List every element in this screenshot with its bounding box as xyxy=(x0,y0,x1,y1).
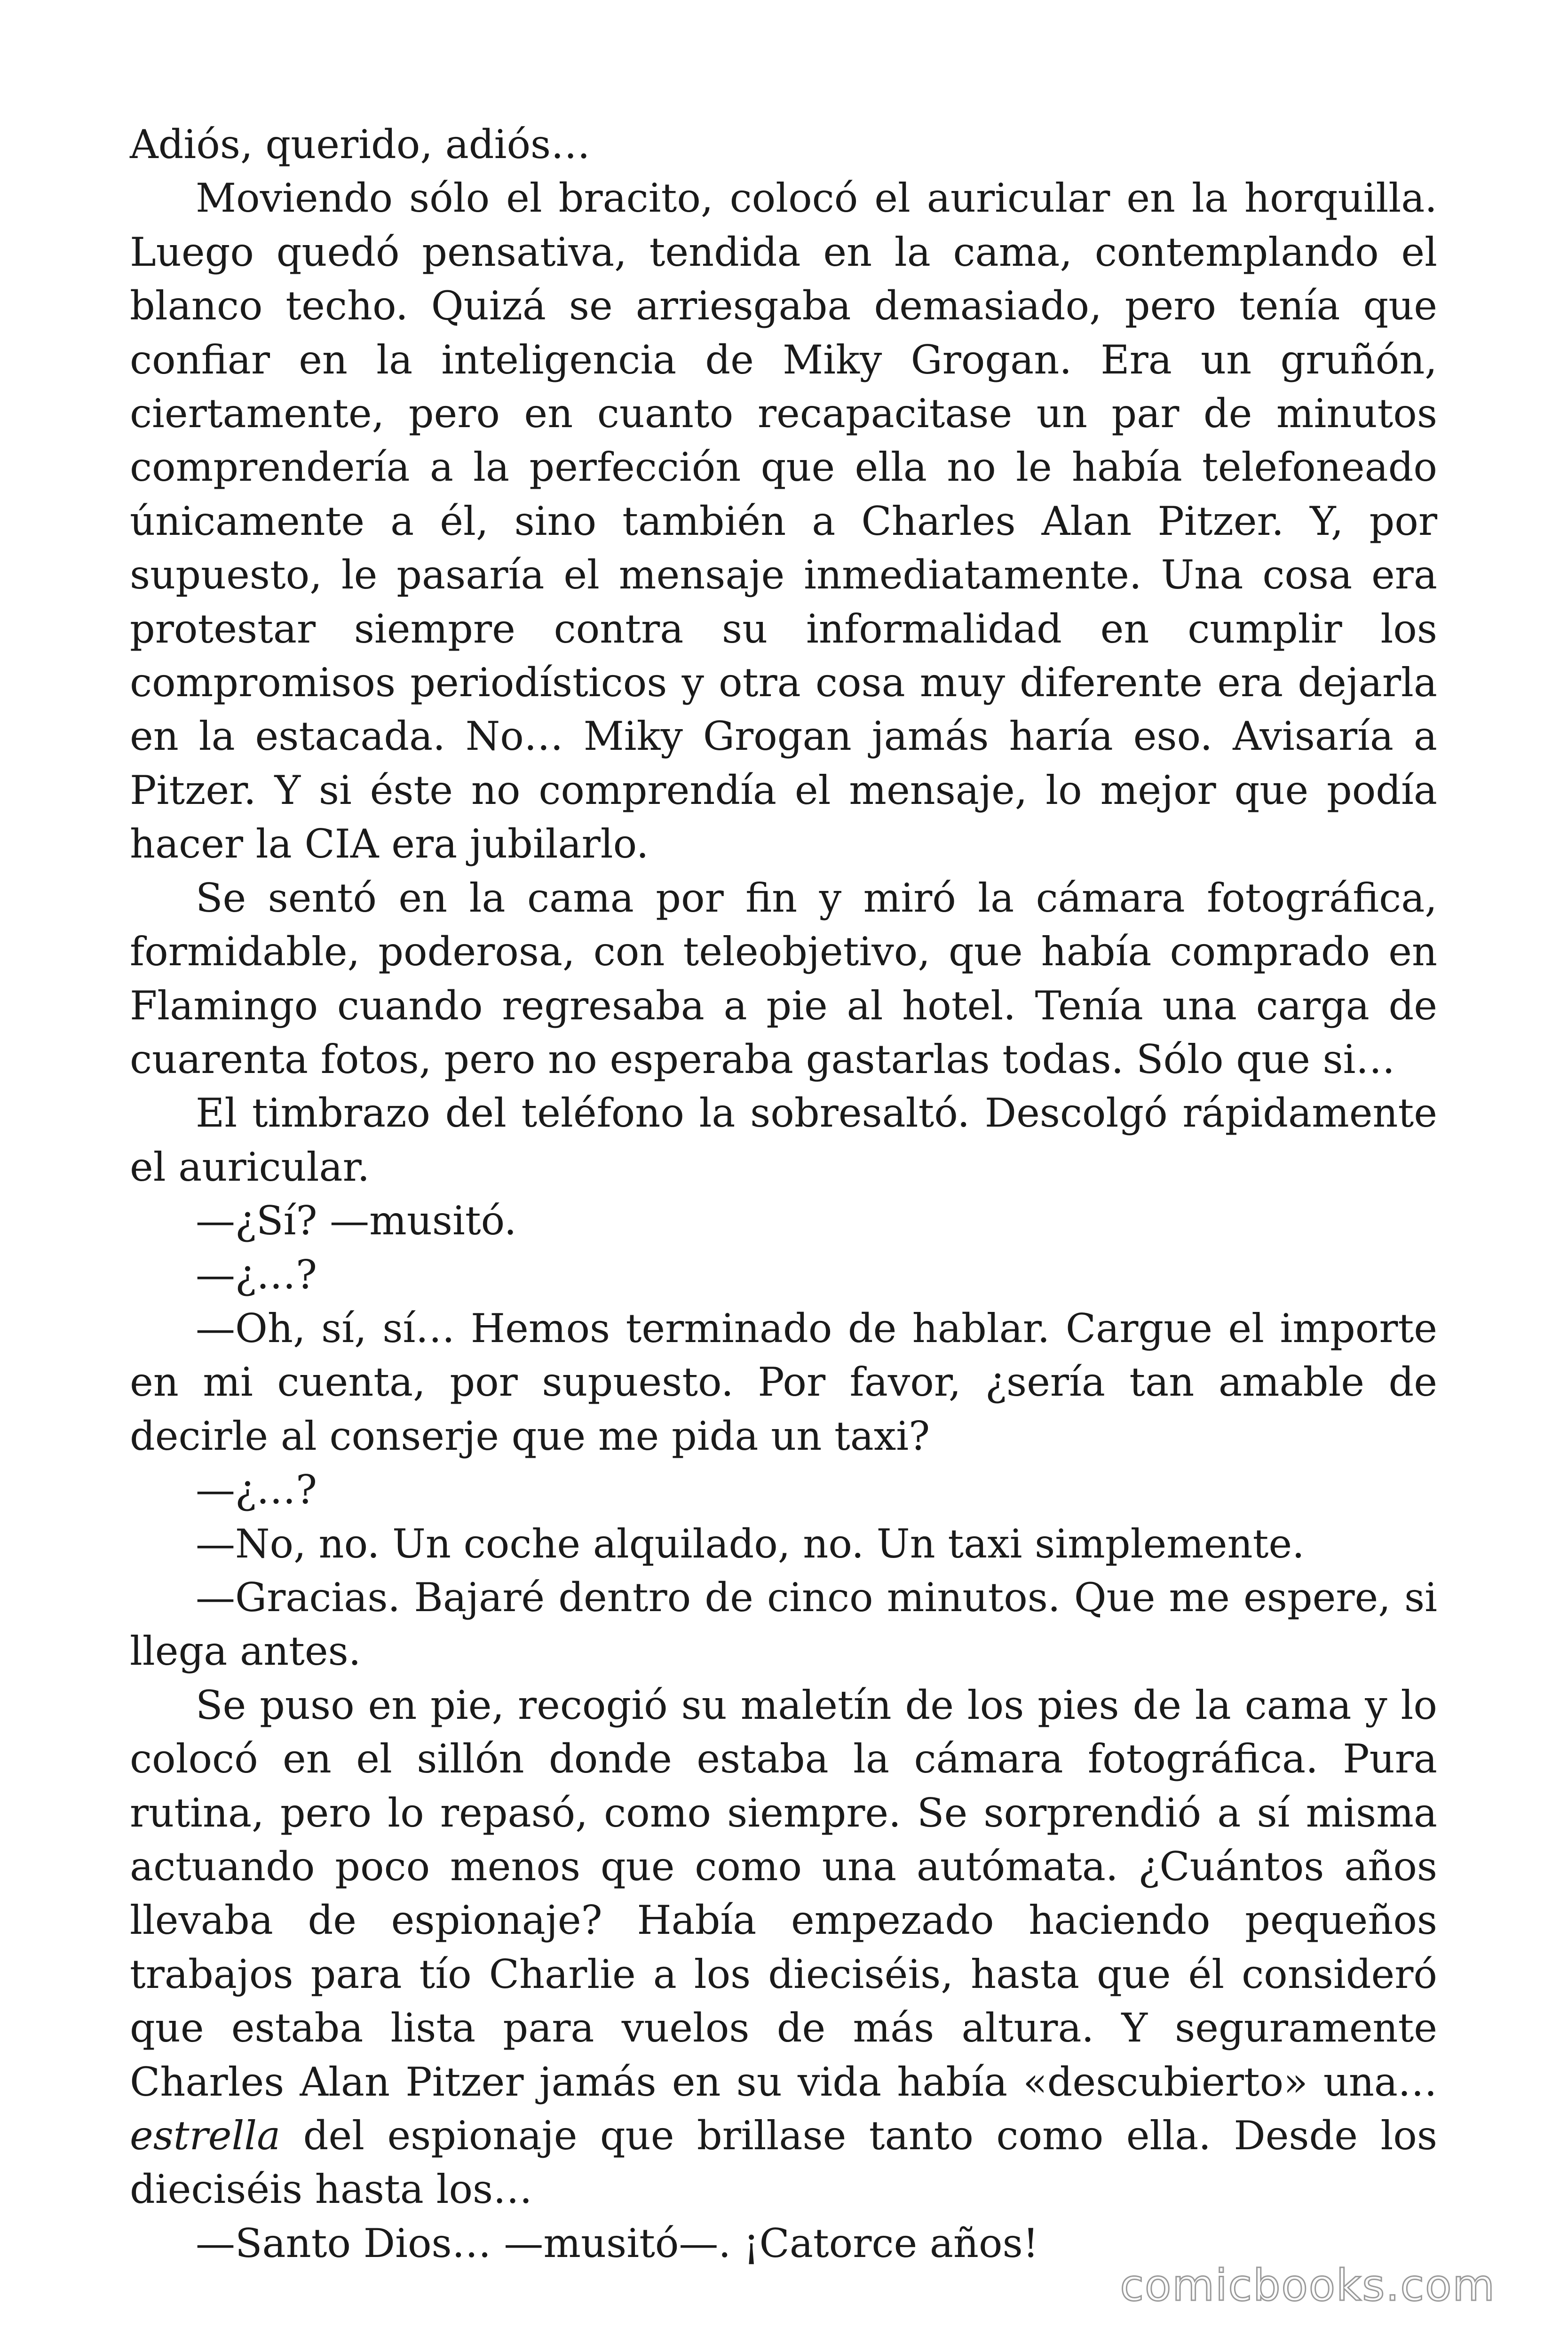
dialogue-line: —¿…? xyxy=(196,1467,317,1513)
paragraph-reflection xyxy=(130,1678,1437,2217)
paragraph-text: del espionaje que brillase tanto como ella. Desde los dieciséis hasta los… xyxy=(130,2113,1437,2213)
book-page-text xyxy=(130,118,1437,2270)
paragraph-text: Se puso en pie, recogió su maletín de los pies de la cama y lo colocó en el sillón donde estaba la cámara fotográfica. Pura rutina, pero lo repasó, como siempre. Se sorprendió a sí misma actuando poco menos que como una autómata. ¿Cuántos años llevaba de espionaje? Había empezado haciendo pequeños trabajos para tío Charlie a los dieciséis, hasta que él consideró que estaba lista para vuelos de más altura. Y seguramente Charles Alan Pitzer jamás en su vida había «descubierto» una… xyxy=(130,1682,1437,2105)
paragraph-farewell: Adiós, querido, adiós… xyxy=(130,121,591,167)
paragraph-hangs-up: Moviendo sólo el bracito, colocó el auricular en la horquilla. Luego quedó pensativa, tendida en la cama, contemplando el blanco techo. Quizá se arriesgaba demasiado, pero tenía que confiar en la inteligencia de Miky Grogan. Era un gruñón, ciertamente, pero en cuanto recapacitase un par de minutos comprendería a la perfección que ella no le había telefoneado únicamente a él, sino también a Charles Alan Pitzer. Y, por supuesto, le pasaría el mensaje inmediatamente. Una cosa era protestar siempre contra su informalidad en cumplir los compromisos periodísticos y otra cosa muy diferente era dejarla en la estacada. No… Miky Grogan jamás haría eso. Avisaría a Pitzer. Y si éste no comprendía el mensaje, lo mejor que podía hacer la CIA era jubilarlo. xyxy=(130,175,1437,867)
paragraph-phone-rings: El timbrazo del teléfono la sobresaltó. Descolgó rápidamente el auricular. xyxy=(130,1090,1437,1190)
dialogue-line: —¿Sí? —musitó. xyxy=(196,1198,517,1244)
paragraph-camera: Se sentó en la cama por fin y miró la cámara fotográfica, formidable, poderosa, con teleobjetivo, que había comprado en Flamingo cuando regresaba a pie al hotel. Tenía una carga de cuarenta fotos, pero no esperaba gastarlas todas. Sólo que si… xyxy=(130,874,1437,1082)
dialogue-line: —Oh, sí, sí… Hemos terminado de hablar. Cargue el importe en mi cuenta, por supuesto. Por favor, ¿sería tan amable de decirle al conserje que me pida un taxi? xyxy=(130,1305,1437,1459)
watermark: comicbooks.com xyxy=(1120,2260,1496,2311)
dialogue-line: —No, no. Un coche alquilado, no. Un taxi simplemente. xyxy=(196,1520,1305,1567)
dialogue-line: —¿…? xyxy=(196,1251,317,1298)
emphasized-word: estrella xyxy=(130,2113,281,2159)
dialogue-line: —Gracias. Bajaré dentro de cinco minutos. Que me espere, si llega antes. xyxy=(130,1574,1437,1675)
dialogue-line: —Santo Dios… —musitó—. ¡Catorce años! xyxy=(196,2220,1039,2266)
